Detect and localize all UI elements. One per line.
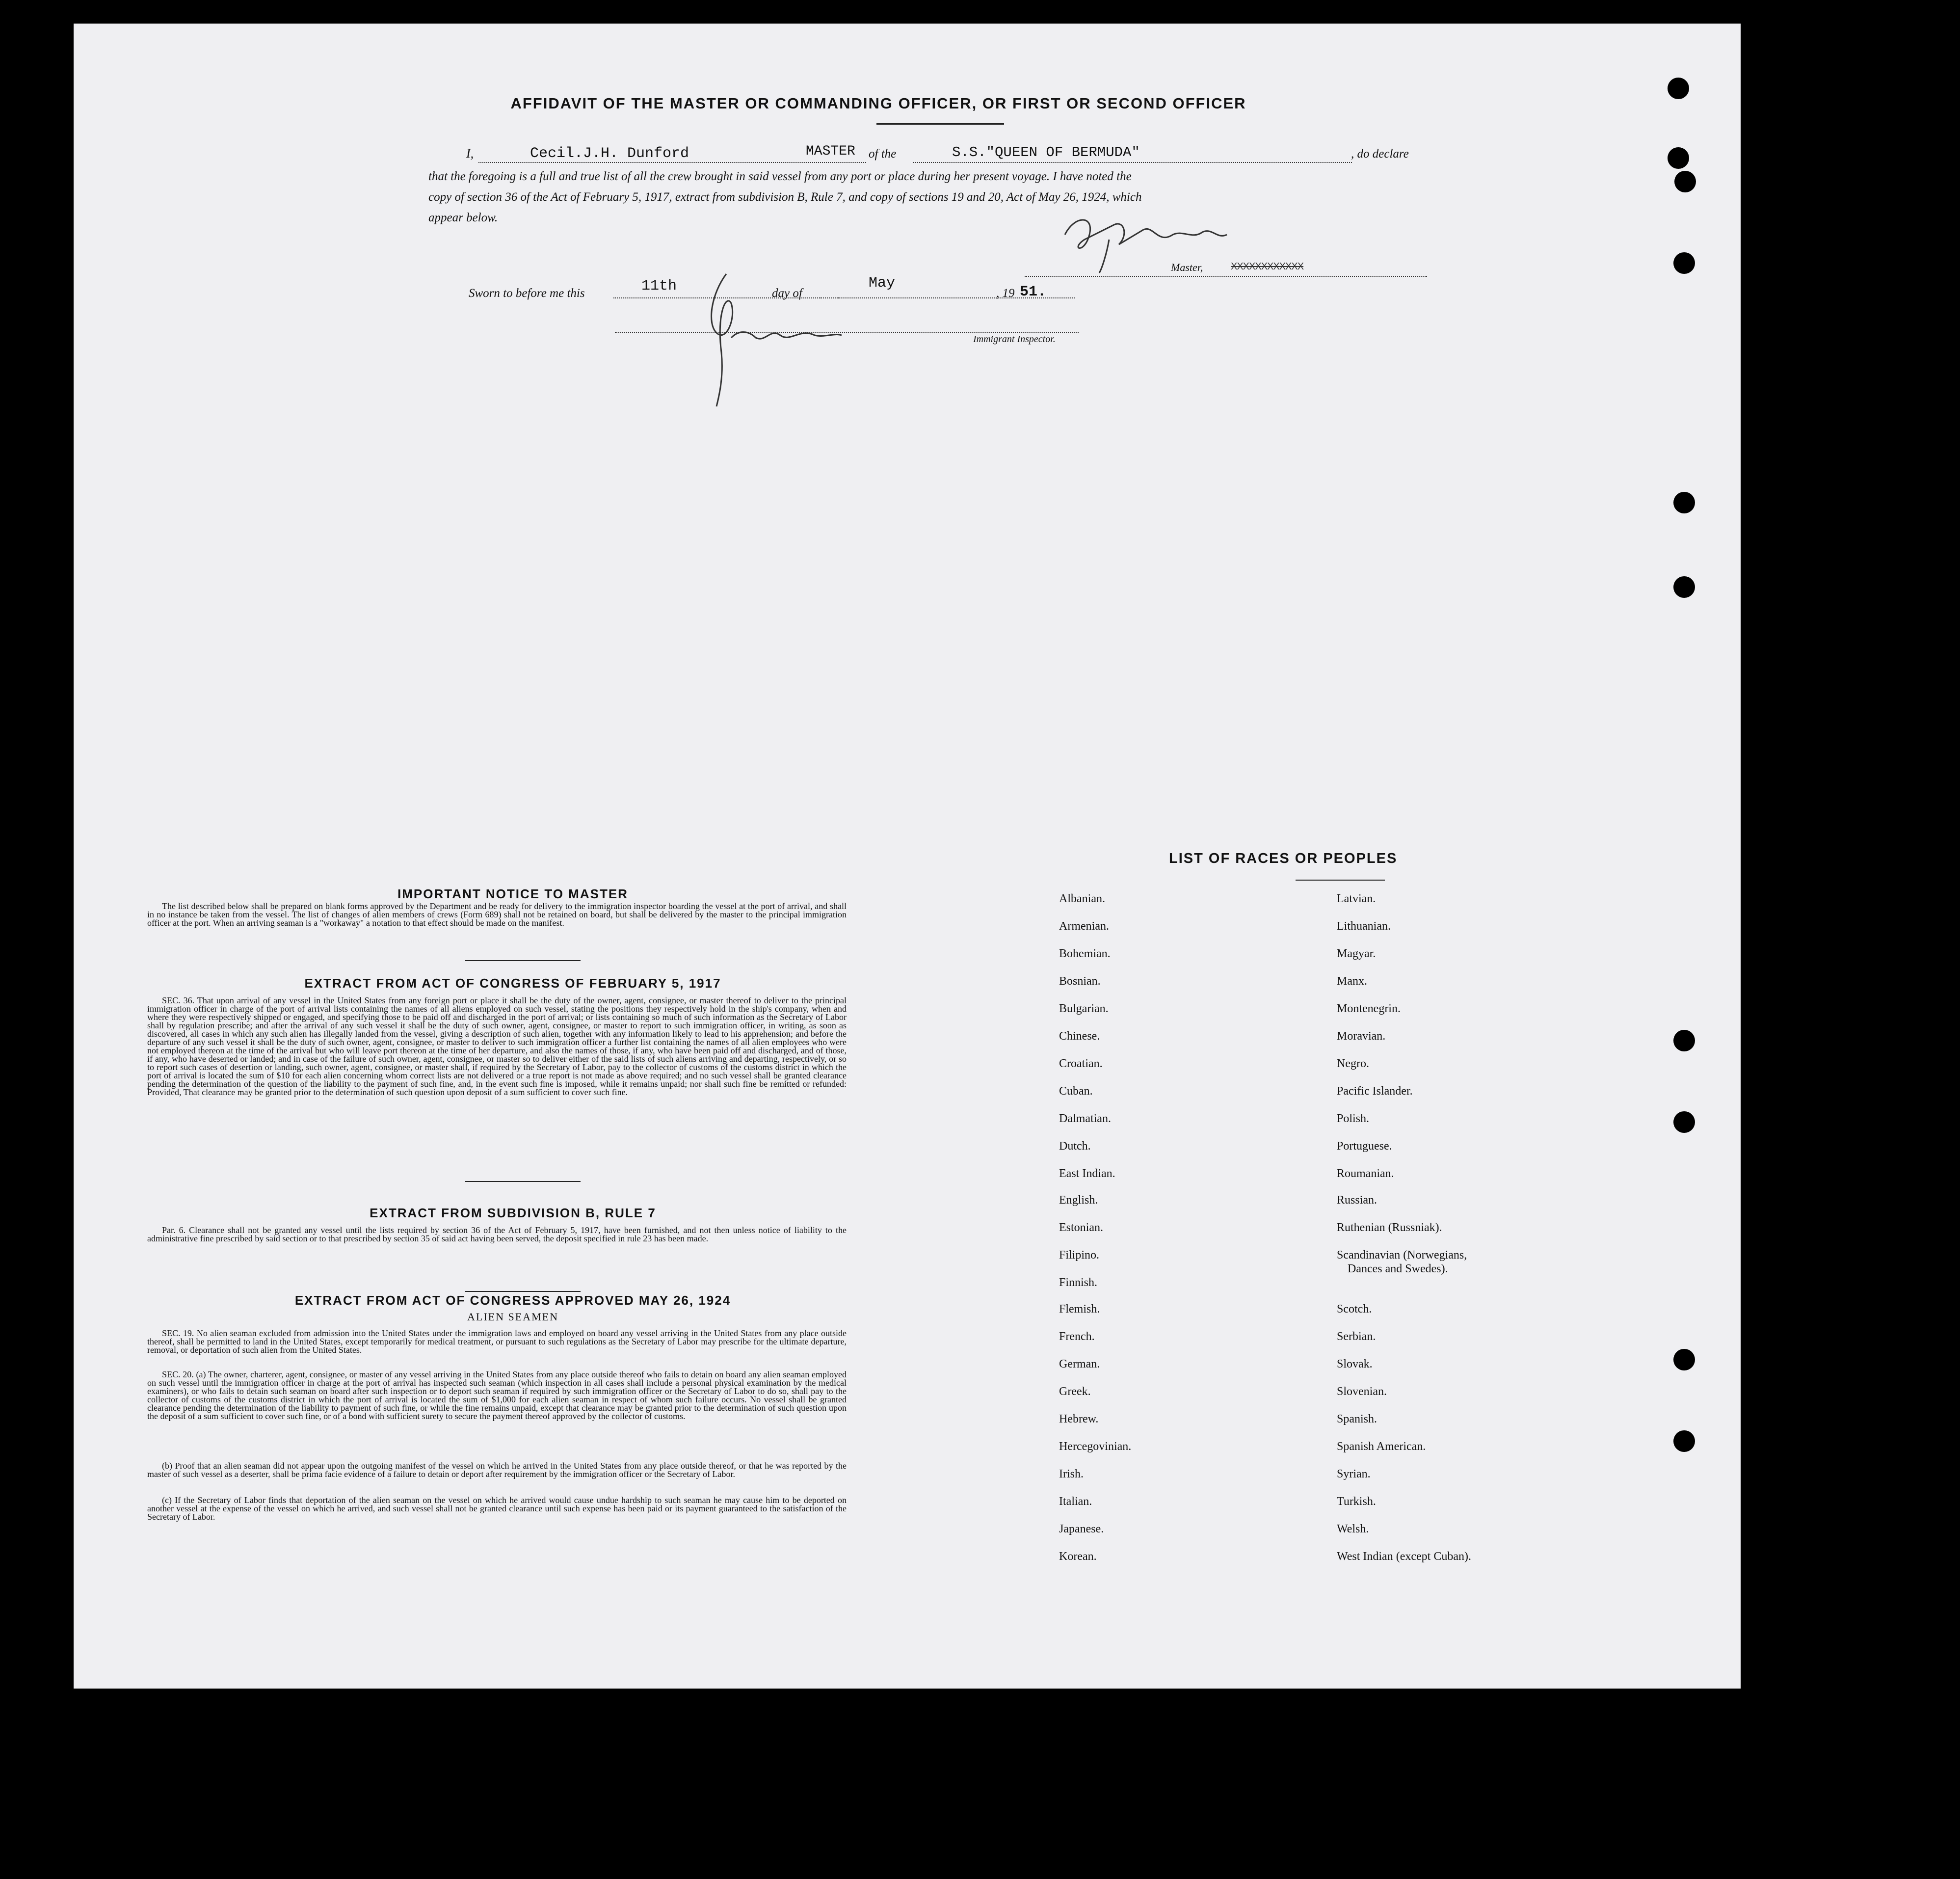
inspector-line (615, 332, 1079, 333)
race-right-item: Slovak. (1337, 1358, 1373, 1370)
vessel-name: S.S."QUEEN OF BERMUDA" (952, 144, 1140, 161)
race-left-item: Bulgarian. (1059, 1002, 1109, 1015)
sworn-label: Sworn to before me this (469, 287, 585, 300)
race-right-item: Serbian. (1337, 1330, 1376, 1343)
race-left-item: Finnish. (1059, 1276, 1098, 1289)
master-signature (1055, 205, 1251, 274)
race-left-item: German. (1059, 1358, 1100, 1370)
race-left-item: English. (1059, 1194, 1098, 1207)
race-right-item: Turkish. (1337, 1495, 1376, 1508)
race-left-item: Italian. (1059, 1495, 1092, 1508)
affidavit-i-label: I, (466, 146, 474, 161)
master-line (1025, 276, 1427, 277)
race-right-item: Welsh. (1337, 1523, 1369, 1535)
sec20b-text: (b) Proof that an alien seaman did not appear upon the outgoing manifest of the vessel on which he arrived in the United States from any place outside thereof, or that he was reported by the master of such vessel as a deserter, shall be prima facie evidence of a failure to detain or deport after requirement by the immigration officer or the Secretary of Labor. (147, 1461, 847, 1479)
extract-1917-text: SEC. 36. That upon arrival of any vessel in the United States from any foreign port or place it shall be the duty of the owner, agent, consignee, or master thereof to deliver to the principal immigration officer in charge of the port of arrival lists containing the names of all aliens employed on such vessel, stating the positions they respectively hold in the ship's company, when and where they were respectively shipped or engaged, and specifying those to be paid off and discharged in the port of arrival; or lists containing so much of such information as the Secretary of Labor shall by regulation prescribe; and after the arrival of any such vessel it shall be the duty of such owner, agent, consignee, or master to report to such immigration officer, in writing, as soon as discovered, all cases in which any such alien has illegally landed from the vessel, giving a description of such alien, together with any information likely to lead to his apprehension; and before the departure of any such vessel it shall be the duty of such owner, agent, consignee, or master to deliver to such immigration officer a further list containing the names of all alien employees who were not employed thereon at the time of the arrival but who will leave port thereon at the time of her departure, and also the names of those, if any, who have been paid off and discharged, and of those, if any, who have deserted or landed; and in case of the failure of such owner, agent, consignee, or master so to deliver either of the said lists of such aliens arriving and departing, respectively, or so to report such cases of desertion or landing, such owner, agent, consignee, or master shall, if required by the Secretary of Labor, pay to the collector of customs of the customs district in which the port of arrival is located the sum of $10 for each alien concerning whom correct lists are not delivered or a true report is not made as above required; and no such vessel shall be granted clearance pending the determination of the question of the liability to the payment of such fine, and, in the event such fine is imposed, while it remains unpaid; nor shall such fine be remitted or refunded: Provided, That clearance may be granted prior to the determination of such question upon deposit of a sum sufficient to cover such fine. (147, 995, 847, 1097)
race-left-item: Bohemian. (1059, 947, 1111, 960)
race-left-item: French. (1059, 1330, 1095, 1343)
rule7-title: EXTRACT FROM SUBDIVISION B, RULE 7 (370, 1206, 656, 1220)
race-left-item: Chinese. (1059, 1030, 1100, 1043)
race-right-item: West Indian (except Cuban). (1337, 1550, 1471, 1563)
race-left-item: Hebrew. (1059, 1413, 1099, 1425)
binder-hole (1673, 492, 1695, 513)
extract-1917-divider (465, 1181, 581, 1182)
extract-1924-title: EXTRACT FROM ACT OF CONGRESS APPROVED MAY 26, 1924 (294, 1293, 731, 1308)
race-right-item: Spanish American. (1337, 1440, 1426, 1453)
binder-hole (1673, 1030, 1695, 1051)
race-right-item: Russian. (1337, 1194, 1377, 1207)
race-left-item: Estonian. (1059, 1221, 1103, 1234)
vessel-line (913, 162, 1352, 163)
binder-hole (1674, 171, 1696, 192)
race-right-item: Montenegrin. (1337, 1002, 1401, 1015)
race-right-item: Ruthenian (Russniak). (1337, 1221, 1442, 1234)
race-left-item: Filipino. (1059, 1249, 1100, 1262)
of-the-label: of the (869, 147, 897, 161)
race-left-item: Irish. (1059, 1468, 1084, 1480)
master-name: Cecil.J.H. Dunford (530, 145, 689, 162)
race-left-item: Albanian. (1059, 892, 1105, 905)
race-right-item: Pacific Islander. (1337, 1085, 1413, 1098)
document-sheet (74, 24, 1741, 1689)
title-divider (876, 123, 1004, 125)
race-right-item: Scandinavian (Norwegians, (1337, 1249, 1467, 1262)
notice-title: IMPORTANT NOTICE TO MASTER (397, 886, 628, 901)
race-right-item: Latvian. (1337, 892, 1376, 905)
affidavit-line-3: copy of section 36 of the Act of February 5, 1917, extract from subdivision B, Rule 7, and copy of sections 19 and 20, Act of May 26, 1924, which (428, 190, 1142, 204)
race-right-item: Magyar. (1337, 947, 1376, 960)
day-of-label: day of (772, 287, 802, 300)
year-prefix: , 19 (996, 287, 1015, 300)
do-declare-label: , do declare (1351, 147, 1409, 161)
binder-hole (1668, 147, 1689, 169)
binder-hole (1673, 1430, 1695, 1452)
race-right-item: Polish. (1337, 1112, 1370, 1125)
race-right-item: Negro. (1337, 1057, 1369, 1070)
race-right-item: Scotch. (1337, 1303, 1372, 1315)
race-left-item: Hercegovinian. (1059, 1440, 1132, 1453)
binder-hole (1673, 1111, 1695, 1133)
extract-1917-title: EXTRACT FROM ACT OF CONGRESS OF FEBRUARY 5, 1917 (304, 976, 721, 991)
notice-divider (465, 960, 581, 961)
master-rank: MASTER (806, 144, 855, 159)
rule7-divider (465, 1291, 581, 1292)
race-right-item: Manx. (1337, 975, 1367, 988)
inspector-label: Immigrant Inspector. (973, 334, 1056, 345)
affidavit-title: AFFIDAVIT OF THE MASTER OR COMMANDING OFFICER, OR FIRST OR SECOND OFFICER (510, 95, 1246, 112)
race-right-item: Portuguese. (1337, 1140, 1392, 1153)
race-left-item: Bosnian. (1059, 975, 1101, 988)
binder-hole (1673, 576, 1695, 598)
race-left-item: Dalmatian. (1059, 1112, 1111, 1125)
race-right-item: Dances and Swedes). (1348, 1262, 1448, 1275)
race-right-item: Moravian. (1337, 1030, 1386, 1043)
master-struck-title: XXXXXXXXXXXX (1231, 261, 1304, 272)
notice-text: The list described below shall be prepared on blank forms approved by the Department and be ready for delivery to the immigration inspector boarding the vessel at the port of arrival, and shall in no instance be taken from the vessel. The list of changes of alien members of crews (Form 689) shall not be retained on board, but shall be delivered by the master to the principal immigration officer at the port. When an arriving seaman is a "workaway" a notation to that effect should be made on the manifest. (147, 901, 847, 928)
race-left-item: Armenian. (1059, 920, 1109, 933)
sec20c-text: (c) If the Secretary of Labor finds that deportation of the alien seaman on the vessel on which he arrived would cause undue hardship to such seaman he may cause him to be deported on another vessel at the expense of the vessel on which he arrived, and such vessel shall not be granted clearance until such expense has been paid or its payment guaranteed to the satisfaction of the Secretary of Labor. (147, 1495, 847, 1522)
binder-hole (1668, 78, 1689, 99)
races-title: LIST OF RACES OR PEOPLES (1169, 851, 1398, 866)
race-left-item: Cuban. (1059, 1085, 1093, 1098)
races-divider (1296, 880, 1385, 881)
race-right-item: Slovenian. (1337, 1385, 1387, 1398)
name-line (478, 162, 866, 163)
year-suffix: 51. (1020, 284, 1047, 300)
race-right-item: Spanish. (1337, 1413, 1377, 1425)
race-left-item: Japanese. (1059, 1523, 1104, 1535)
sworn-day: 11th (641, 278, 677, 295)
race-left-item: Flemish. (1059, 1303, 1100, 1315)
inspector-signature (697, 264, 844, 411)
rule7-text: Par. 6. Clearance shall not be granted any vessel until the lists required by section 36 of the Act of February 5, 1917, have been furnished, and not then unless notice of liability to the administrative fine prescribed by said section or to that prescribed by section 35 of said act having been served, the deposit specified in rule 23 has been made. (147, 1225, 847, 1243)
race-left-item: Korean. (1059, 1550, 1097, 1563)
master-label: Master, (1171, 261, 1203, 273)
race-left-item: East Indian. (1059, 1167, 1115, 1180)
race-left-item: Dutch. (1059, 1140, 1091, 1153)
binder-hole (1673, 252, 1695, 274)
affidavit-line-4: appear below. (428, 211, 498, 224)
sec19-text: SEC. 19. No alien seaman excluded from admission into the United States under the immigration laws and employed on board any vessel arriving in the United States from any place outside thereof, shall be permitted to land in the United States, except temporarily for medical treatment, or pursuant to such regulations as the Secretary of Labor may prescribe for the ultimate departure, removal, or deportation of such alien from the United States. (147, 1328, 847, 1355)
sec20a-text: SEC. 20. (a) The owner, charterer, agent, consignee, or master of any vessel arriving in the United States from any place outside thereof who fails to detain on board any alien seaman employed on such vessel until the immigration officer in charge at the port of arrival has inspected such seaman (which inspection in all cases shall include a personal physical examination by the medical examiners), or who fails to detain such seaman on board after such inspection or to deport such seaman if required by such immigration officer or the Secretary of Labor to do so, shall pay to the collector of customs of the customs district in which the port of arrival is located the sum of $1,000 for each alien seaman in respect of whom such failure occurs. No vessel shall be granted clearance pending the determination of the liability to payment of such fine, or while the fine remains unpaid, except that clearance may be granted prior to the determination of such question upon the deposit of a sum sufficient to cover such fine, or of a bond with sufficient surety to secure the payment thereof approved by the collector of customs. (147, 1369, 847, 1421)
sworn-month: May (869, 275, 896, 292)
race-right-item: Roumanian. (1337, 1167, 1394, 1180)
race-right-item: Syrian. (1337, 1468, 1371, 1480)
race-right-item: Lithuanian. (1337, 920, 1391, 933)
binder-hole (1673, 1349, 1695, 1370)
extract-1924-subtitle: ALIEN SEAMEN (467, 1311, 558, 1323)
affidavit-line-2: that the foregoing is a full and true list of all the crew brought in said vessel from any port or place during her present voyage. I have noted the (428, 170, 1132, 183)
race-left-item: Croatian. (1059, 1057, 1103, 1070)
race-left-item: Greek. (1059, 1385, 1091, 1398)
